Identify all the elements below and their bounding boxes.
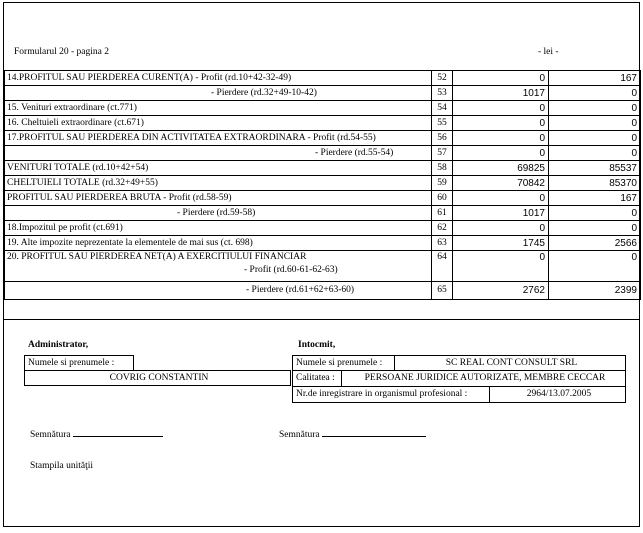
admin-name-label: Numele si prenumele :	[24, 355, 134, 371]
value-previous: 2762	[453, 282, 549, 300]
row-label: 17.PROFITUL SAU PIERDEREA DIN ACTIVITATEA EXTRAORDINARA - Profit (rd.54-55)	[5, 131, 432, 146]
row-label-line-1: 20. PROFITUL SAU PIERDEREA NET(A) A EXERCITIULUI FINANCIAR	[7, 252, 307, 262]
value-current: 2399	[549, 282, 641, 300]
table-row	[5, 282, 641, 300]
value-previous: 1017	[453, 86, 549, 101]
table-row	[5, 116, 641, 131]
row-label: - Pierdere (rd.61+62+63-60)	[5, 282, 432, 300]
row-label: VENITURI TOTALE (rd.10+42+54)	[5, 161, 432, 176]
value-previous: 0	[453, 71, 549, 86]
currency-label: - lei -	[538, 47, 559, 57]
value-current: 0	[549, 146, 641, 161]
row-number: 56	[432, 131, 453, 146]
row-number: 52	[432, 71, 453, 86]
value-previous: 0	[453, 221, 549, 236]
admin-signature	[30, 430, 163, 440]
row-label: - Pierdere (rd.55-54)	[5, 146, 432, 161]
table-row	[5, 236, 641, 251]
row-number: 54	[432, 101, 453, 116]
row-label: 16. Cheltuieli extraordinare (ct.671)	[5, 116, 432, 131]
value-current: 2566	[549, 236, 641, 251]
value-previous: 70842	[453, 176, 549, 191]
table-row	[5, 221, 641, 236]
registration-number: 2964/13.07.2005	[489, 386, 626, 403]
row-number: 59	[432, 176, 453, 191]
quality-label: Calitatea :	[292, 370, 342, 387]
row-number: 58	[432, 161, 453, 176]
table-row	[5, 86, 641, 101]
row-label: CHELTUIELI TOTALE (rd.32+49+55)	[5, 176, 432, 191]
intocmit-name-label: Numele si prenumele :	[292, 355, 395, 371]
value-current: 0	[549, 221, 641, 236]
value-previous: 0	[453, 191, 549, 206]
admin-name: COVRIG CONSTANTIN	[24, 370, 291, 386]
table-row	[5, 176, 641, 191]
intocmit-title: Intocmit,	[298, 340, 336, 350]
intocmit-name: SC REAL CONT CONSULT SRL	[394, 355, 626, 371]
signature-line	[73, 436, 163, 437]
row-label	[5, 251, 432, 282]
form-page-label: Formularul 20 - pagina 2	[14, 47, 109, 57]
quality-value: PERSOANE JURIDICE AUTORIZATE, MEMBRE CECCAR	[341, 370, 626, 387]
row-label: - Pierdere (rd.59-58)	[5, 206, 432, 221]
value-previous: 1745	[453, 236, 549, 251]
table-row	[5, 131, 641, 146]
administrator-title: Administrator,	[28, 340, 89, 350]
value-previous: 0	[453, 146, 549, 161]
value-current: 0	[549, 86, 641, 101]
stamp-label: Stampila unităţii	[30, 461, 94, 471]
row-number: 62	[432, 221, 453, 236]
value-previous: 69825	[453, 161, 549, 176]
value-current: 0	[549, 206, 641, 221]
row-label: 19. Alte impozite neprezentate la elementele de mai sus (ct. 698)	[5, 236, 432, 251]
value-previous: 0	[453, 101, 549, 116]
table-row	[5, 191, 641, 206]
value-previous: 0	[453, 131, 549, 146]
row-number: 57	[432, 146, 453, 161]
row-label: PROFITUL SAU PIERDEREA BRUTA - Profit (rd.58-59)	[5, 191, 432, 206]
value-previous: 1017	[453, 206, 549, 221]
value-current: 85370	[549, 176, 641, 191]
row-label: 18.Impozitul pe profit (ct.691)	[5, 221, 432, 236]
registration-label: Nr.de inregistrare in organismul profesional :	[292, 386, 490, 403]
table-row	[5, 101, 641, 116]
signature-label: Semnătura	[279, 430, 320, 440]
table-row	[5, 206, 641, 221]
value-current: 167	[549, 191, 641, 206]
row-label: 14.PROFITUL SAU PIERDEREA CURENT(A) - Profit (rd.10+42-32-49)	[5, 71, 432, 86]
row-number: 60	[432, 191, 453, 206]
row-number: 63	[432, 236, 453, 251]
row-label-line-2: - Profit (rd.60-61-62-63)	[244, 265, 338, 275]
table-row	[5, 251, 641, 282]
row-number: 61	[432, 206, 453, 221]
table-row	[5, 71, 641, 86]
profit-loss-table	[4, 70, 641, 300]
row-label: 15. Venituri extraordinare (ct.771)	[5, 101, 432, 116]
value-current: 167	[549, 71, 641, 86]
signature-line	[322, 436, 426, 437]
row-number: 64	[432, 251, 453, 282]
intocmit-signature	[279, 430, 426, 440]
value-previous: 0	[453, 251, 549, 282]
section-divider	[4, 319, 640, 320]
value-previous: 0	[453, 116, 549, 131]
value-current: 0	[549, 251, 641, 282]
row-number: 55	[432, 116, 453, 131]
value-current: 0	[549, 131, 641, 146]
row-number: 65	[432, 282, 453, 300]
signature-label: Semnătura	[30, 430, 71, 440]
table-row	[5, 161, 641, 176]
row-number: 53	[432, 86, 453, 101]
value-current: 0	[549, 116, 641, 131]
value-current: 85537	[549, 161, 641, 176]
row-label: - Pierdere (rd.32+49-10-42)	[5, 86, 432, 101]
value-current: 0	[549, 101, 641, 116]
table-row	[5, 146, 641, 161]
